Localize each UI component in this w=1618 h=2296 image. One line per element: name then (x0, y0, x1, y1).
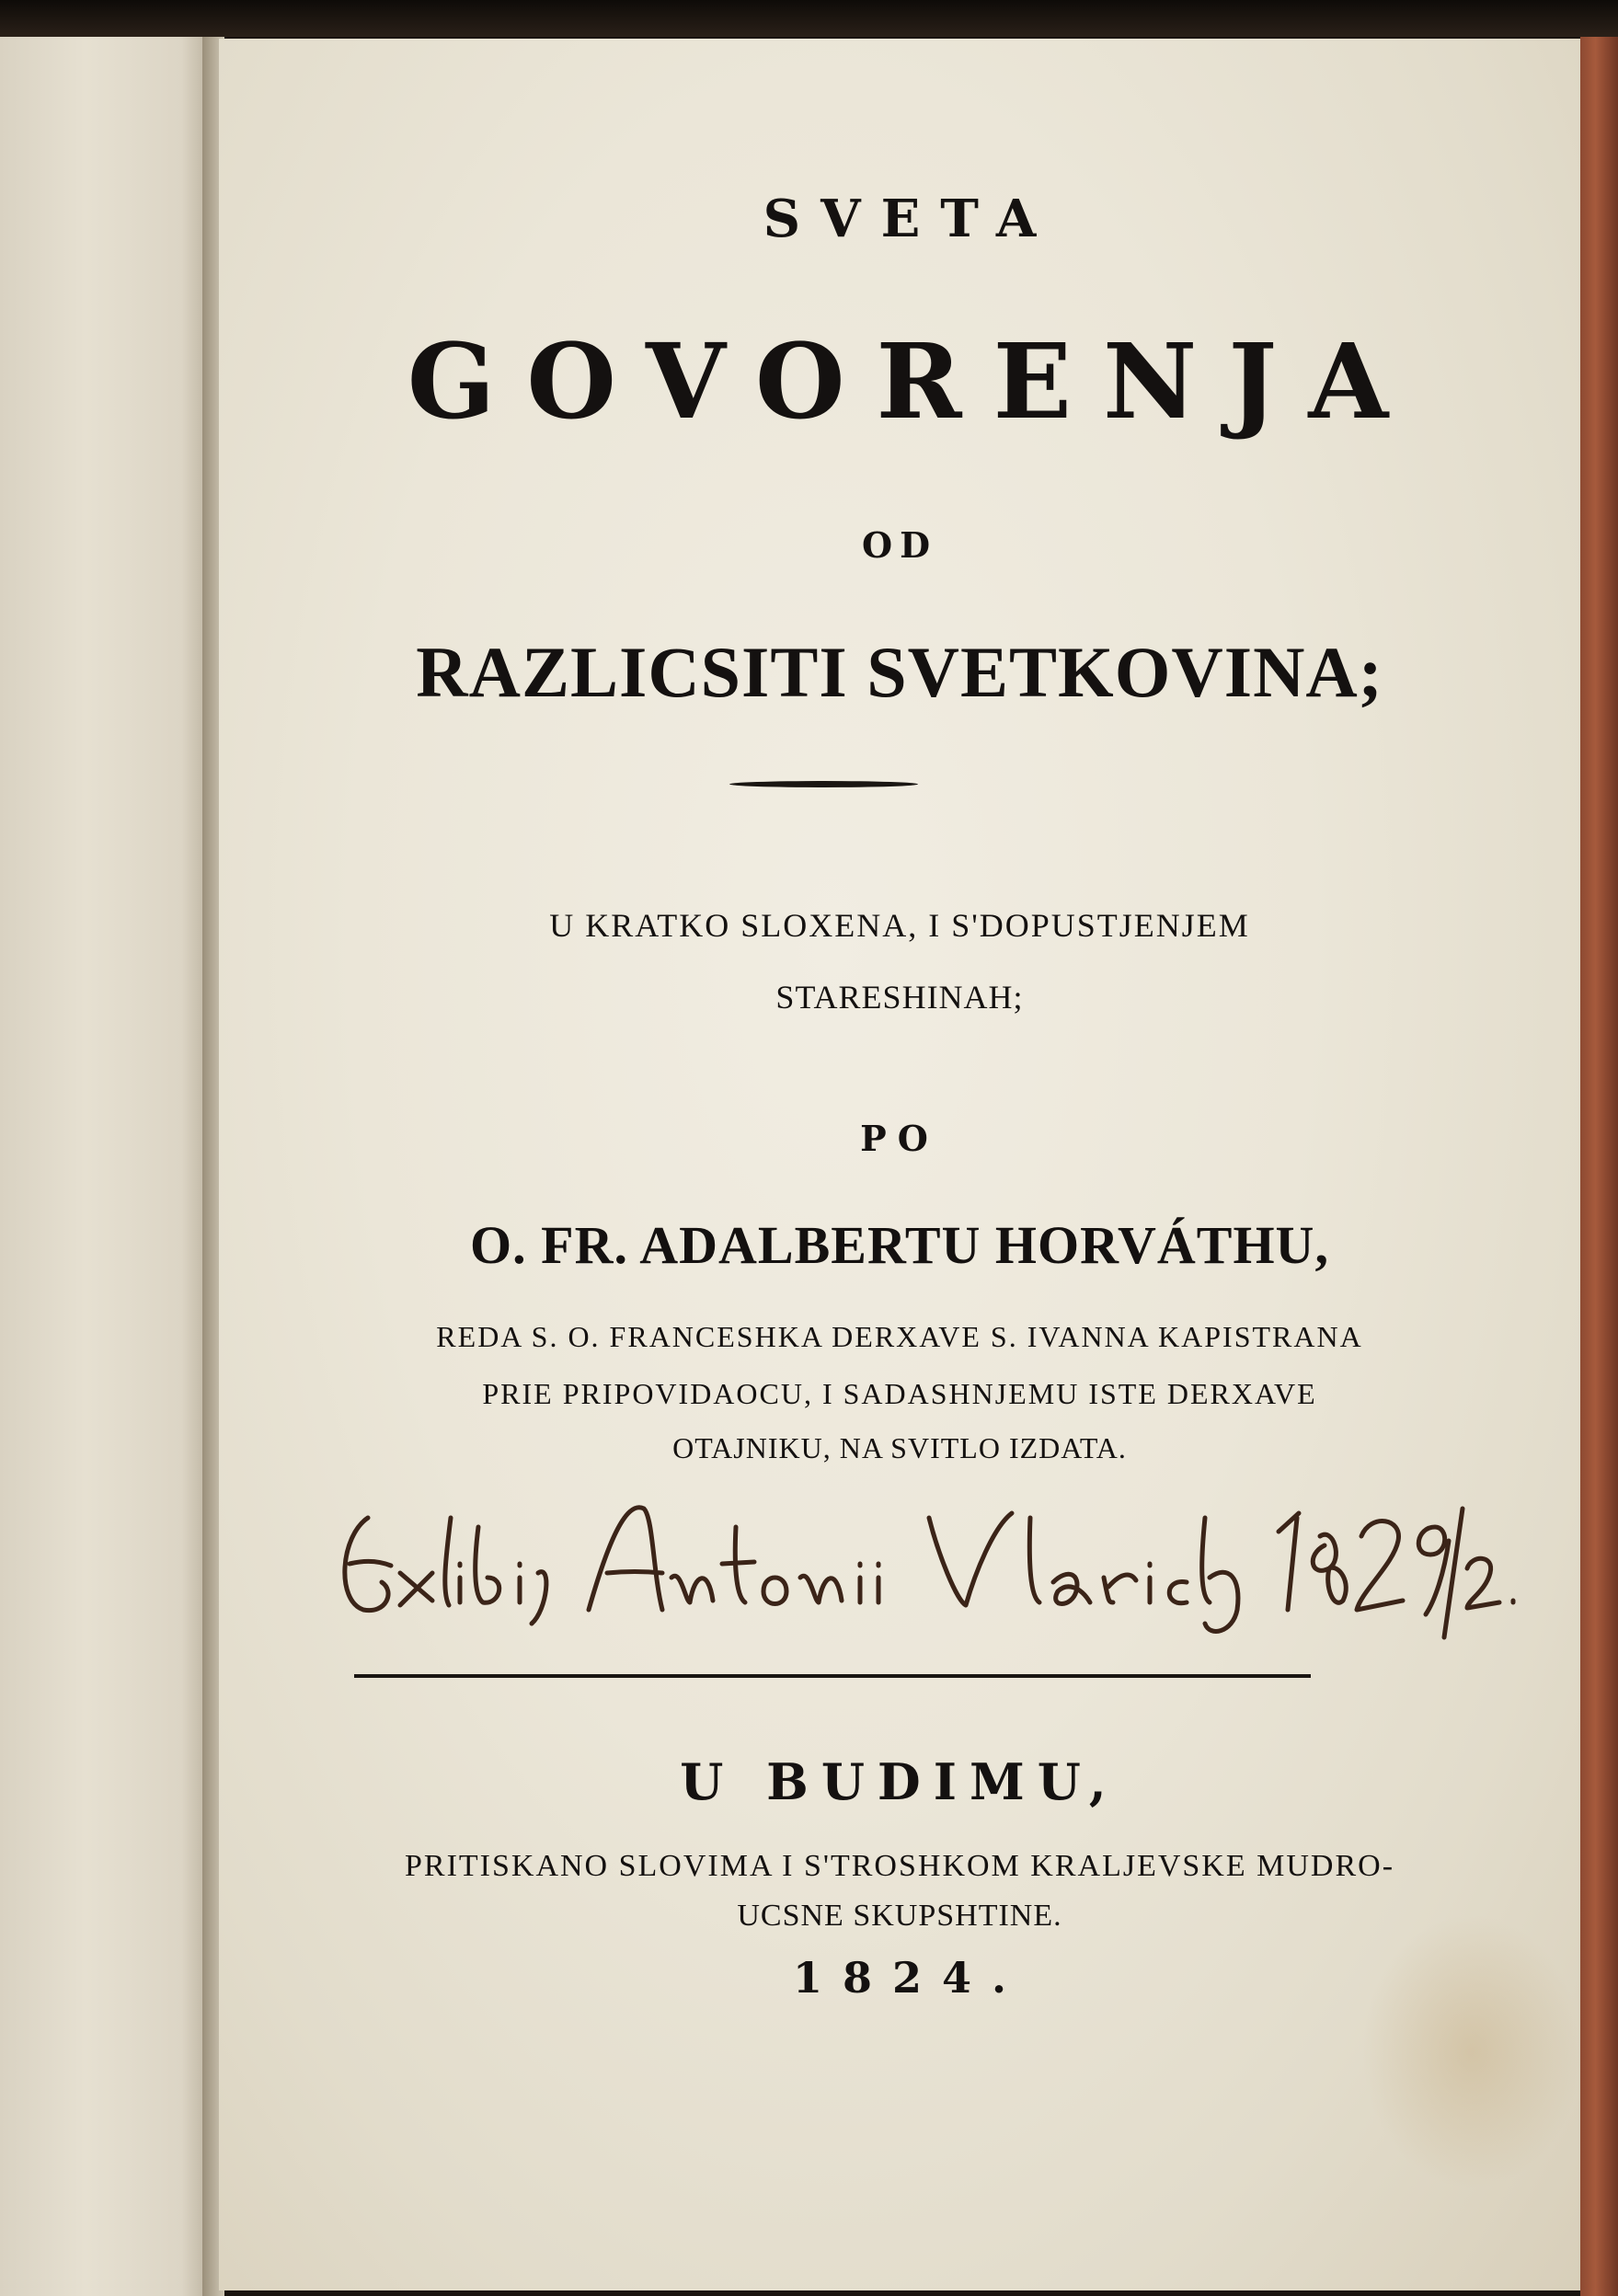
horizontal-rule (354, 1674, 1311, 1678)
handwritten-ex-libris (331, 1463, 1527, 1647)
facing-page (0, 37, 213, 2296)
author-order-line-3: OTAJNIKU, NA SVITLO IZDATA. (672, 1431, 1127, 1464)
imprint-printer-line-2: UCSNE SKUPSHTINE. (737, 1899, 1062, 1933)
scan-top-edge (0, 0, 1618, 37)
author-order-line-2: PRIE PRIPOVIDAOCU, I SADASHNJEMU ISTE DERXAVE (482, 1377, 1317, 1410)
author-name: O. FR. ADALBERTU HORVÁTHU, (470, 1215, 1329, 1275)
fore-edge (1580, 37, 1618, 2296)
title-od: OD (861, 524, 938, 566)
imprint-place: U BUDIMU, (680, 1752, 1119, 1811)
title-sveta: SVETA (763, 189, 1057, 249)
author-order-line-1: REDA S. O. FRANCESHKA DERXAVE S. IVANNA KAPISTRANA (436, 1320, 1363, 1353)
description-line-2: STARESHINAH; (775, 979, 1024, 1016)
imprint-printer-line-1: PRITISKANO SLOVIMA I S'TROSHKOM KRALJEVSKE MUDRO- (404, 1849, 1395, 1883)
description-line-1: U KRATKO SLOXENA, I S'DOPUSTJENJEM (549, 907, 1250, 944)
title-govorenja: GOVORENJA (407, 322, 1420, 442)
ornamental-rule (729, 781, 918, 787)
publication-year: 1824. (792, 1953, 1027, 2003)
subtitle-svetkovina: RAZLICSITI SVETKOVINA; (416, 632, 1383, 712)
byline-po: PO (860, 1118, 939, 1159)
